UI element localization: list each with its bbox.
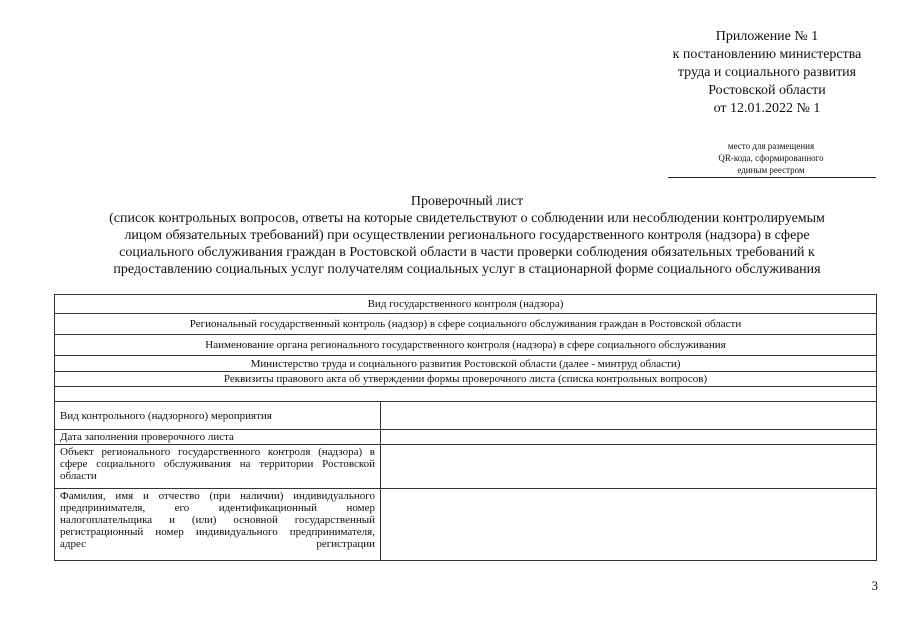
field-label: Дата заполнения проверочного листа bbox=[55, 430, 381, 445]
qr-code-placeholder bbox=[668, 140, 874, 176]
field-value-control-object[interactable] bbox=[381, 445, 877, 489]
appendix-line: Ростовской области bbox=[708, 83, 826, 98]
legal-act-value bbox=[55, 387, 877, 402]
table-row bbox=[55, 402, 877, 430]
qr-placeholder-line: единым реестром bbox=[737, 165, 805, 175]
field-value-entrepreneur[interactable] bbox=[381, 489, 877, 561]
qr-placeholder-line: QR-кода, сформированного bbox=[718, 153, 824, 163]
title-line: социального обслуживания граждан в Ростовской области в части проверки соблюдения обязательных требований к bbox=[119, 245, 815, 260]
field-value-fill-date[interactable] bbox=[381, 430, 877, 445]
page-number: 3 bbox=[871, 578, 878, 593]
table-row bbox=[55, 356, 877, 372]
authority-value: Министерство труда и социального развития Ростовской области (далее - минтруд области) bbox=[55, 356, 877, 372]
title-line: (список контрольных вопросов, ответы на которые свидетельствуют о соблюдении или несоблюдении контролируемым bbox=[109, 211, 825, 226]
qr-underline bbox=[668, 177, 876, 178]
qr-placeholder-line: место для размещения bbox=[727, 141, 815, 151]
checklist-table bbox=[54, 294, 877, 561]
appendix-line: от 12.01.2022 № 1 bbox=[713, 101, 821, 116]
title-heading: Проверочный лист bbox=[410, 194, 524, 209]
table-row bbox=[55, 387, 877, 402]
appendix-header bbox=[640, 28, 894, 118]
table-row bbox=[55, 430, 877, 445]
table-row bbox=[55, 314, 877, 335]
control-type-header: Вид государственного контроля (надзора) bbox=[55, 295, 877, 314]
legal-act-header: Реквизиты правового акта об утверждении формы проверочного листа (списка контрольных вопросов) bbox=[55, 372, 877, 387]
appendix-line: труда и социального развития bbox=[677, 65, 857, 80]
table-row bbox=[55, 295, 877, 314]
field-value-event-type[interactable] bbox=[381, 402, 877, 430]
table-row bbox=[55, 372, 877, 387]
document-title bbox=[60, 193, 874, 278]
appendix-line: к постановлению министерства bbox=[672, 47, 862, 62]
table-row bbox=[55, 489, 877, 561]
authority-header: Наименование органа регионального государственного контроля (надзора) в сфере социального обслуживания bbox=[55, 335, 877, 356]
table-row bbox=[55, 445, 877, 489]
table-row bbox=[55, 335, 877, 356]
field-label: Объект регионального государственного контроля (надзора) в сфере социального обслуживания на территории Ростовской области bbox=[55, 445, 381, 489]
field-label: Фамилия, имя и отчество (при наличии) индивидуального предпринимателя, его идентификационный номер налогоплательщика и (или) основной государственный регистрационный номер индивидуального предпринимателя, адрес регистрации bbox=[55, 489, 381, 561]
control-type-value: Региональный государственный контроль (надзор) в сфере социального обслуживания граждан в Ростовской области bbox=[55, 314, 877, 335]
title-line: лицом обязательных требований) при осуществлении регионального государственного контроля (надзора) в сфере bbox=[124, 228, 810, 243]
field-label: Вид контрольного (надзорного) мероприятия bbox=[55, 402, 381, 430]
appendix-line: Приложение № 1 bbox=[715, 29, 819, 44]
title-line: предоставлению социальных услуг получателям социальных услуг в стационарной форме социального обслуживания bbox=[113, 262, 821, 277]
